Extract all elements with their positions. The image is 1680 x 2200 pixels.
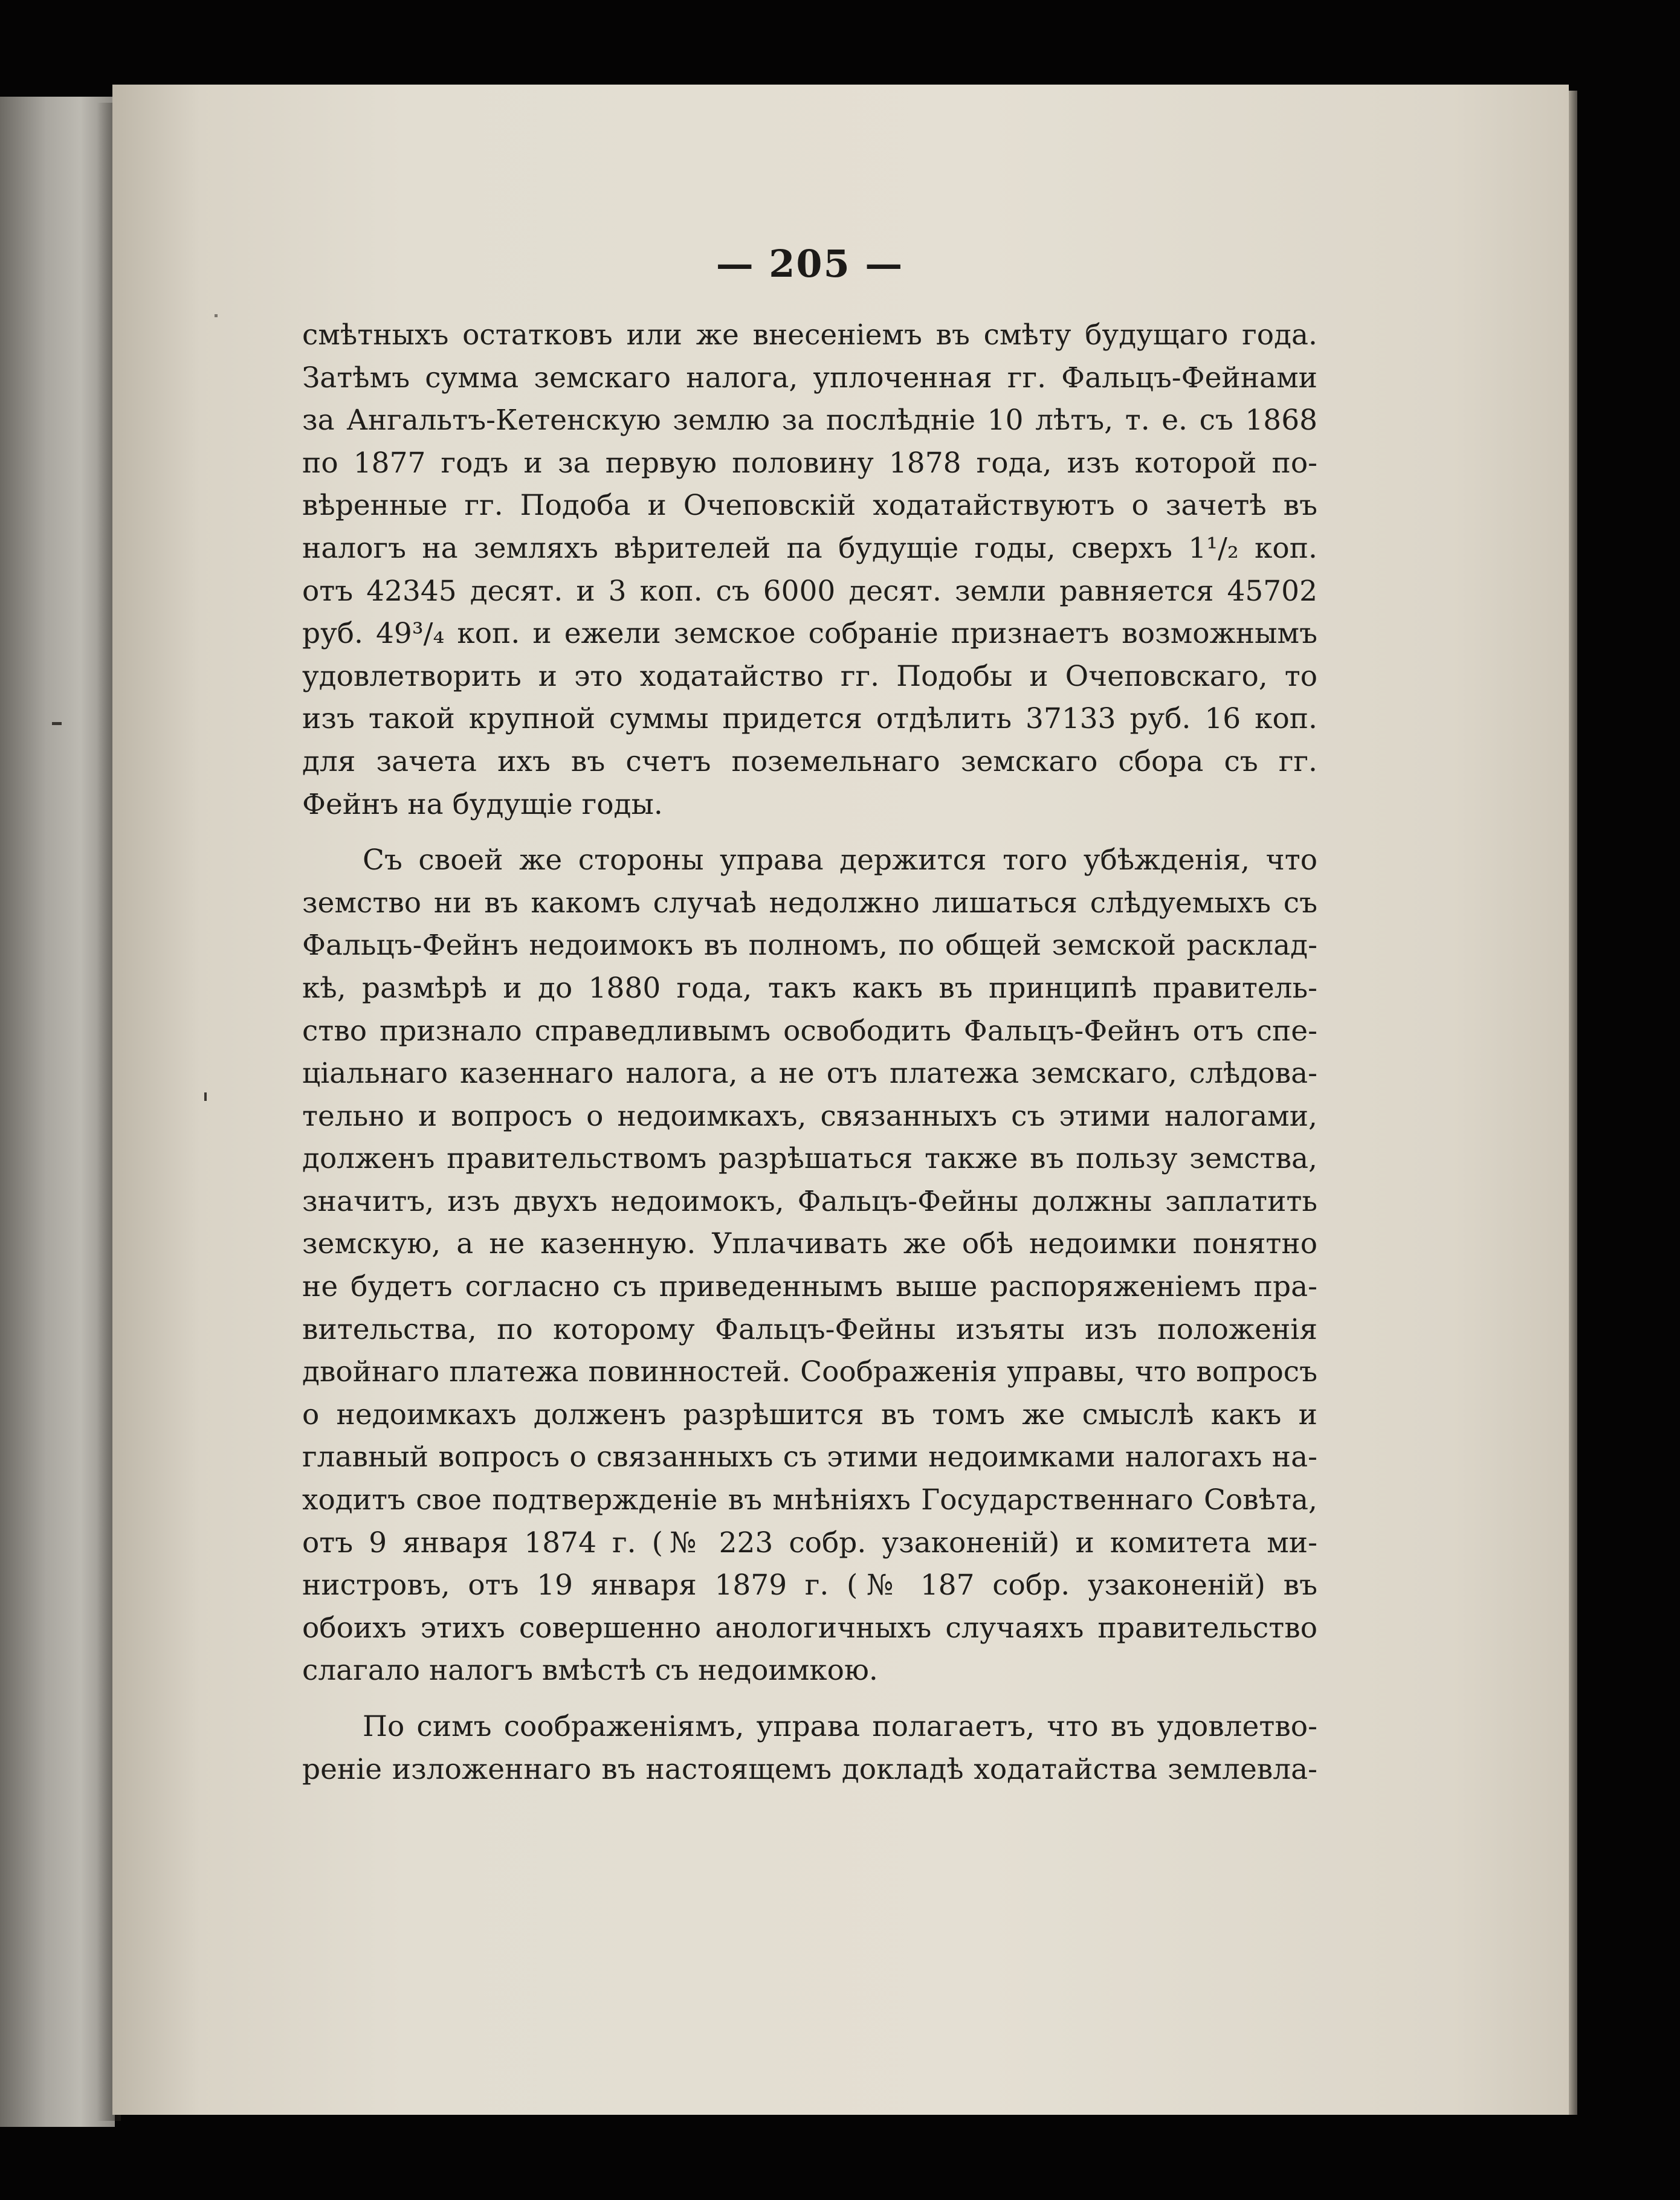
text-line: не будетъ согласно съ приведеннымъ выше распоряженіемъ пра- <box>302 1270 1317 1304</box>
text-line: отъ 9 января 1874 г. (№ 223 собр. узаконеній) и комитета ми- <box>302 1526 1317 1560</box>
text-line: обоихъ этихъ совершенно анологичныхъ случаяхъ правительство <box>302 1611 1317 1645</box>
text-line: изъ такой крупной суммы придется отдѣлить 37133 руб. 16 коп. <box>302 702 1317 736</box>
text-line: вѣренные гг. Подоба и Очеповскій ходатайствуютъ о зачетѣ въ <box>302 489 1317 523</box>
paragraph <box>302 1706 1317 1791</box>
text-line: долженъ правительствомъ разрѣшаться также въ пользу земства, <box>302 1142 1317 1176</box>
text-line: Фальцъ-Фейнъ недоимокъ въ полномъ, по общей земской расклад- <box>302 929 1317 963</box>
margin-speck <box>215 314 218 317</box>
text-line: ство признало справедливымъ освободить Фальцъ-Фейнъ отъ спе- <box>302 1014 1317 1048</box>
text-line: нистровъ, отъ 19 января 1879 г. (№ 187 собр. узаконеній) въ <box>302 1569 1317 1602</box>
text-line: для зачета ихъ въ счетъ поземельнаго земскаго сбора съ гг. <box>302 744 1317 778</box>
page-number: — 205 — <box>716 242 904 286</box>
paragraph <box>302 839 1317 1692</box>
text-line: отъ 42345 десят. и 3 коп. съ 6000 десят. земли равняется 45702 <box>302 574 1317 608</box>
text-line: Затѣмъ сумма земскаго налога, уплоченная гг. Фальцъ-Фейнами <box>302 361 1317 395</box>
text-line: смѣтныхъ остатковъ или же внесеніемъ въ смѣту будущаго года. <box>302 318 1317 352</box>
text-line: двойнаго платежа повинностей. Соображенія управы, что вопросъ <box>302 1355 1317 1389</box>
body-text <box>302 314 1317 1791</box>
text-line: по 1877 годъ и за первую половину 1878 года, изъ которой по- <box>302 446 1317 480</box>
text-line: ходитъ свое подтвержденіе въ мнѣніяхъ Государственнаго Совѣта, <box>302 1483 1317 1517</box>
paragraph <box>302 314 1317 826</box>
text-line: земство ни въ какомъ случаѣ недолжно лишаться слѣдуемыхъ съ <box>302 886 1317 920</box>
text-line: Фейнъ на будущіе годы. <box>302 787 663 821</box>
text-line: тельно и вопросъ о недоимкахъ, связанныхъ съ этими налогами, <box>302 1099 1317 1133</box>
text-line: значитъ, изъ двухъ недоимокъ, Фальцъ-Фейны должны заплатить <box>302 1184 1317 1218</box>
page-edge-shadow <box>1569 91 1577 2115</box>
text-line: главный вопросъ о связанныхъ съ этими недоимками налогахъ на- <box>302 1440 1317 1474</box>
text-line: слагало налогъ вмѣстѣ съ недоимкою. <box>302 1654 878 1688</box>
text-line: руб. 49³/₄ коп. и ежели земское собраніе признаетъ возможнымъ <box>302 617 1317 651</box>
text-line: По симъ соображеніямъ, управа полагаетъ, что въ удовлетво- <box>363 1710 1317 1743</box>
text-line: ціальнаго казеннаго налога, а не отъ платежа земскаго, слѣдова- <box>302 1057 1317 1091</box>
text-line: удовлетворить и это ходатайство гг. Подобы и Очеповскаго, то <box>302 659 1317 693</box>
text-line: о недоимкахъ долженъ разрѣшится въ томъ же смыслѣ какъ и <box>302 1398 1317 1431</box>
text-line: за Ангальтъ-Кетенскую землю за послѣдніе 10 лѣтъ, т. е. съ 1868 <box>302 404 1317 437</box>
text-line: налогъ на земляхъ вѣрителей па будущіе годы, сверхъ 1¹/₂ коп. <box>302 531 1317 565</box>
text-line: земскую, а не казенную. Уплачивать же обѣ недоимки понятно <box>302 1227 1317 1261</box>
text-line: вительства, по которому Фальцъ-Фейны изъяты изъ положенія <box>302 1312 1317 1346</box>
margin-speck <box>204 1092 207 1101</box>
text-line: Съ своей же стороны управа держится того убѣжденія, что <box>363 844 1317 877</box>
text-line: реніе изложеннаго въ настоящемъ докладѣ ходатайства землевла- <box>302 1752 1317 1786</box>
text-line: кѣ, размѣрѣ и до 1880 года, такъ какъ въ принципѣ правитель- <box>302 971 1317 1005</box>
margin-speck <box>52 722 62 725</box>
